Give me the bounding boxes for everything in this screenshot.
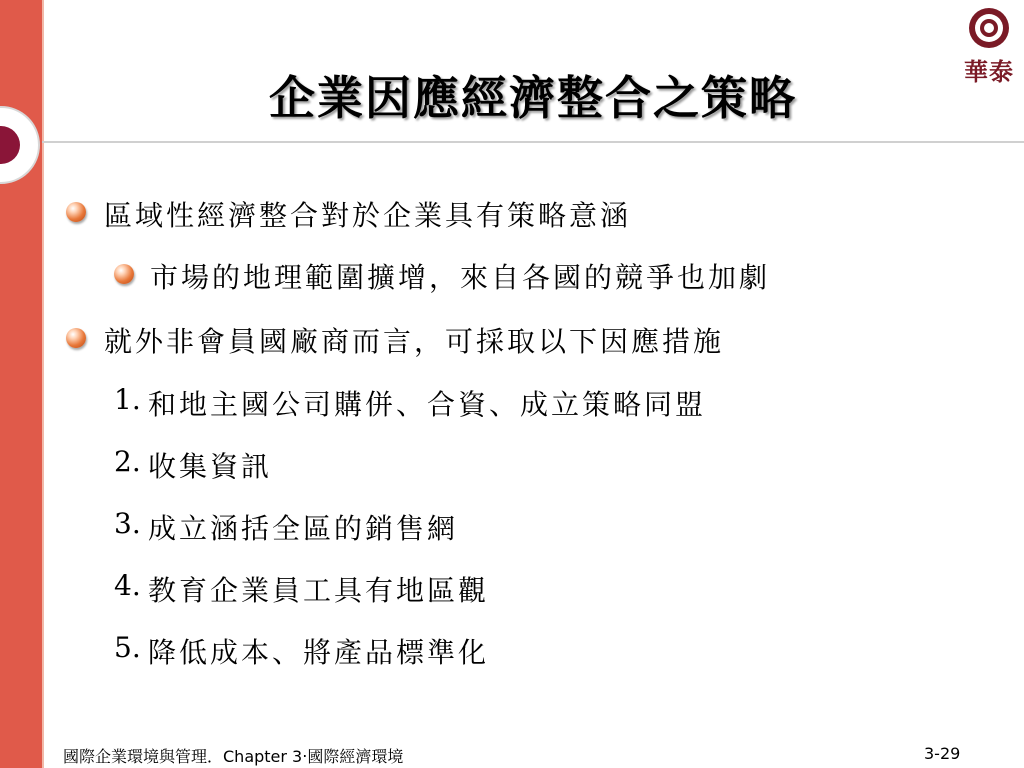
slide-title: 企業因應經濟整合之策略	[269, 71, 797, 125]
item-number: 4.	[114, 569, 141, 602]
footer-page-number: 3-29	[924, 744, 961, 763]
sub-bullet-text: 市場的地理範圍擴增，來自各國的競爭也加劇	[150, 261, 771, 294]
bullet-icon	[66, 328, 86, 348]
numbered-item-text: 降低成本、將產品標準化	[148, 636, 490, 669]
sub-bullet-icon	[114, 264, 134, 284]
item-number: 5.	[114, 631, 141, 664]
bullet-icon	[66, 202, 86, 222]
numbered-item-text: 成立涵括全區的銷售網	[148, 512, 459, 545]
logo-text: 華泰	[964, 58, 1014, 86]
logo-ring-dot	[984, 23, 994, 33]
item-number: 3.	[114, 507, 141, 540]
item-number: 1.	[114, 383, 141, 416]
numbered-item-text: 和地主國公司購併、合資、成立策略同盟	[148, 388, 707, 421]
item-number: 2.	[114, 445, 141, 478]
numbered-item-text: 教育企業員工具有地區觀	[148, 574, 490, 607]
footer-course-chapter: 國際企業環境與管理．Chapter 3‧國際經濟環境	[63, 747, 404, 766]
title-divider	[42, 141, 1024, 143]
bullet-text: 就外非會員國廠商而言，可採取以下因應措施	[104, 325, 725, 358]
numbered-item-text: 收集資訊	[148, 450, 273, 483]
bullet-text: 區域性經濟整合對於企業具有策略意涵	[104, 199, 632, 232]
